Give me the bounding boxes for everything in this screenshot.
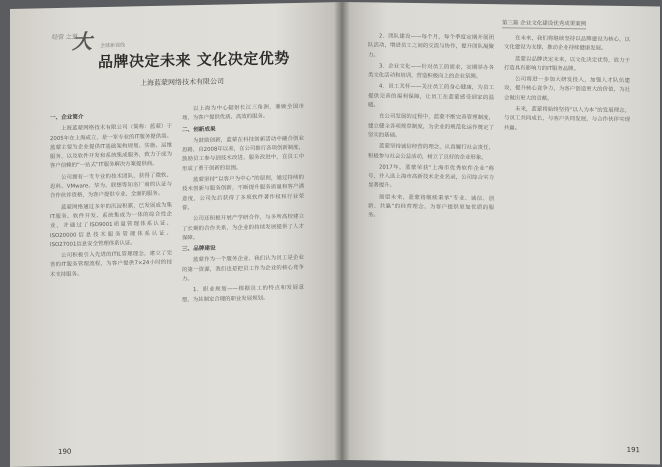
- page-number-left: 190: [58, 447, 72, 456]
- company-name: 上海蓝蒙网络技术有限公司: [140, 77, 224, 88]
- left-column-1: [50, 110, 172, 443]
- paragraph: 公司将进一步加大研发投入，加强人才队伍建设，提升核心竞争力，为客户创造更大的价值，为社会做出更大的贡献。: [504, 76, 630, 102]
- paragraph: 公司拥有一支专业的技术团队，获得了微软、思科、VMware、华为、联想等知名厂商的认证与合作伙伴资格，为客户提供专业、全面的服务。: [50, 172, 172, 200]
- running-header: 第三篇 企业文化建设优秀成果案例: [502, 20, 587, 28]
- book-gutter-shadow: [334, 2, 350, 460]
- paragraph: 在公司发展的过程中，蓝蒙不断完善管理制度，建立健全各项规章制度，为企业的规范化运作奠定了坚实的基础。: [368, 113, 494, 139]
- paragraph: 蓝蒙网络通过多年的沉淀积累，已发展成为集IT服务、软件开发、系统集成为一体的综合性企业，并通过了ISO9001质量管理体系认证、ISO20000信息技术服务管理体系认证、ISO27001信息安全管理体系认证。: [50, 202, 172, 248]
- left-column-2: [182, 103, 304, 446]
- paragraph: 蓝蒙作为一个服务企业，我们认为员工是企业的第一资源，我们也是把员工作为企业的核心竞争力。: [182, 255, 304, 283]
- logo-tagline: 全球新视线: [100, 42, 126, 50]
- logo-mark: 大: [72, 29, 92, 54]
- paragraph: 未来，蓝蒙将始终坚持“以人为本”的发展理念，与员工共同成长，与客户共同发展，与合作伙伴实现共赢。: [504, 106, 630, 132]
- paragraph: 3．企业文化——针对员工的需求，定期举办各类文化活动和培训，营造积极向上的企业氛围。: [368, 63, 494, 81]
- page-number-right: 191: [626, 445, 640, 455]
- right-column-1: [368, 32, 494, 434]
- paragraph: 蓝蒙以品牌决定未来，以文化决定优势，致力于打造具有影响力的IT服务品牌。: [504, 56, 630, 73]
- section-heading: 三、品牌建设: [182, 245, 216, 253]
- right-column-2: [504, 34, 630, 366]
- paragraph: 在未来，我们将继续坚持以品牌建设为核心，以文化建设为支撑，推动企业持续健康发展。: [504, 35, 630, 52]
- paragraph: 2017年，蓝蒙荣获“上海市优秀软件企业”称号，并入选上海市高新技术企业名录，公司综合实力显著提升。: [368, 164, 494, 190]
- paragraph: 2．团队建设——每个月，每个季度定期开展团队活动，增进员工之间的交流与协作，提升团队凝聚力。: [368, 33, 494, 59]
- paragraph: 蓝蒙坚持“以客户为中心”的原则，通过持续的技术创新与服务创新，不断提升服务质量和客户满意度，公司先后获得了多项软件著作权和行业荣誉。: [182, 174, 304, 212]
- article-title: 品牌决定未来 文化决定优势: [98, 49, 290, 72]
- section-heading: 一、企业简介: [50, 114, 84, 122]
- paragraph: 以上海为中心辐射长江三角洲，兼顾全国市场，为客户提供优质、高效的服务。: [182, 103, 304, 122]
- right-page: [342, 2, 660, 464]
- paragraph: 4．员工关怀——关注员工的身心健康，为员工提供完善的福利保障，让员工在蓝蒙感受到家的温暖。: [368, 84, 494, 109]
- open-book: [4, 2, 658, 460]
- paragraph: 为鼓励创新，蓝蒙在科技创新活动中融合创业思路，自2008年以来，在公司推行各项创新制度，鼓励员工参与到技术改进、服务改进中，在员工中形成了勇于创新的氛围。: [182, 135, 304, 173]
- logo-small-text: 经营 之道: [52, 33, 78, 42]
- paragraph: 蓝蒙坚持诚信经营的理念，认真履行社会责任，积极参与社会公益活动，树立了良好的企业形象。: [368, 143, 494, 161]
- paragraph: 上海蓝蒙网络技术有限公司（简称：蓝蒙）于2005年在上海成立，是一家专业的IT服务提供商。蓝蒙主要为企业提供IT基础架构规划、实施、运维服务，以及软件开发和系统集成服务，致力于成为客户信赖的“一站式”IT服务解决方案提供商。: [50, 123, 172, 170]
- paragraph: 展望未来，蓝蒙将继续秉承“专业、诚信、创新、共赢”的经营理念，为客户提供更加优质的服务。: [368, 194, 494, 219]
- section-heading: 二、创新成果: [182, 126, 216, 133]
- paragraph: 1．职业规划——根据员工的特点和发展意愿，为其制定合理的职业发展规划。: [182, 285, 304, 303]
- left-page: [10, 2, 342, 467]
- paragraph: 公司积极引入先进的ITIL管理理念，建立了完善的IT服务管理流程，为客户提供7×24小时的技术支持服务。: [50, 250, 172, 278]
- paragraph: 公司还积极开展产学研合作，与多所高校建立了长期的合作关系，为企业的持续发展提供了人才保障。: [182, 214, 304, 242]
